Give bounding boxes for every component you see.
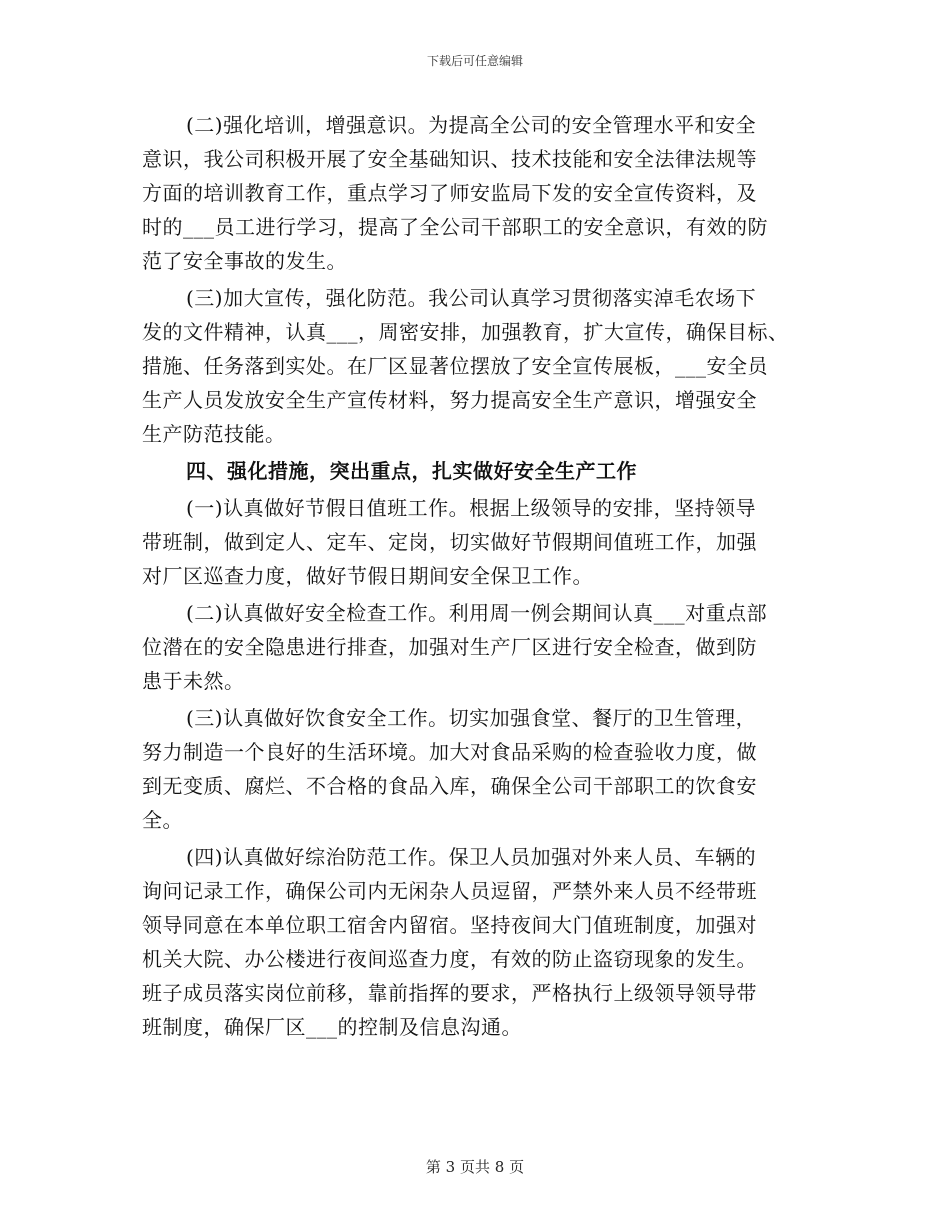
- page-header: 下载后可任意编辑: [426, 54, 523, 68]
- text-line: 到无变质、腐烂、不合格的食品入库，确保全公司干部职工的饮食安: [142, 774, 757, 798]
- text-line: 生产人员发放安全生产宣传材料，努力提高安全生产意识，增强安全: [142, 388, 757, 412]
- text-line: (一)认真做好节假日值班工作。根据上级领导的安排，坚持领导: [186, 496, 757, 520]
- text-line: (二)强化培训，增强意识。为提高全公司的安全管理水平和安全: [186, 113, 757, 137]
- text-line: 对厂区巡查力度，做好节假日期间安全保卫工作。: [142, 564, 593, 588]
- text-line: 全。: [142, 808, 183, 832]
- text-line: 领导同意在本单位职工宿舍内留宿。坚持夜间大门值班制度，加强对: [142, 913, 757, 937]
- text-line: (二)认真做好安全检查工作。利用周一例会期间认真___对重点部: [186, 601, 768, 625]
- paragraph-comprehensive-prevention: [142, 840, 822, 1044]
- text-line: (三)认真做好饮食安全工作。切实加强食堂、餐厅的卫生管理，: [186, 706, 757, 730]
- paragraph-safety-inspection: [142, 596, 822, 698]
- text-line: 机关大院、办公楼进行夜间巡查力度，有效的防止盗窃现象的发生。: [142, 947, 757, 971]
- text-line: 带班制，做到定人、定车、定岗，切实做好节假期间值班工作，加强: [142, 530, 757, 554]
- text-line: 努力制造一个良好的生活环境。加大对食品采购的检查验收力度，做: [142, 740, 757, 764]
- text-line: 生产防范技能。: [142, 422, 286, 446]
- text-line: 发的文件精神，认真___，周密安排，加强教育，扩大宣传，确保目标、: [142, 320, 789, 344]
- text-line: 意识，我公司积极开展了安全基础知识、技术技能和安全法律法规等: [142, 147, 757, 171]
- section-heading: 四、强化措施，突出重点，扎实做好安全生产工作: [186, 459, 637, 483]
- page-number: 第 3 页共 8 页: [425, 1158, 525, 1176]
- text-line: 班子成员落实岗位前移，靠前指挥的要求，严格执行上级领导领导带: [142, 981, 757, 1005]
- paragraph-food-safety: [142, 701, 822, 837]
- text-line: 位潜在的安全隐患进行排查，加强对生产厂区进行安全检查，做到防: [142, 635, 757, 659]
- text-line: 班制度，确保厂区___的控制及信息沟通。: [142, 1015, 522, 1039]
- paragraph-training: [142, 108, 822, 278]
- text-line: 方面的培训教育工作，重点学习了师安监局下发的安全宣传资料，及: [142, 181, 757, 205]
- text-line: 时的___员工进行学习，提高了全公司干部职工的安全意识，有效的防: [142, 215, 768, 239]
- text-line: 询问记录工作，确保公司内无闲杂人员逗留，严禁外来人员不经带班: [142, 879, 757, 903]
- text-line: 范了安全事故的发生。: [142, 249, 347, 273]
- text-line: 患于未然。: [142, 669, 245, 693]
- text-line: (四)认真做好综治防范工作。保卫人员加强对外来人员、车辆的: [186, 845, 757, 869]
- text-line: 措施、任务落到实处。在厂区显著位摆放了安全宣传展板，___安全员: [142, 354, 768, 378]
- text-line: (三)加大宣传，强化防范。我公司认真学习贯彻落实淖毛农场下: [186, 286, 757, 310]
- paragraph-publicity: [142, 281, 822, 451]
- document-body: [142, 108, 822, 1044]
- paragraph-holiday-duty: [142, 491, 822, 593]
